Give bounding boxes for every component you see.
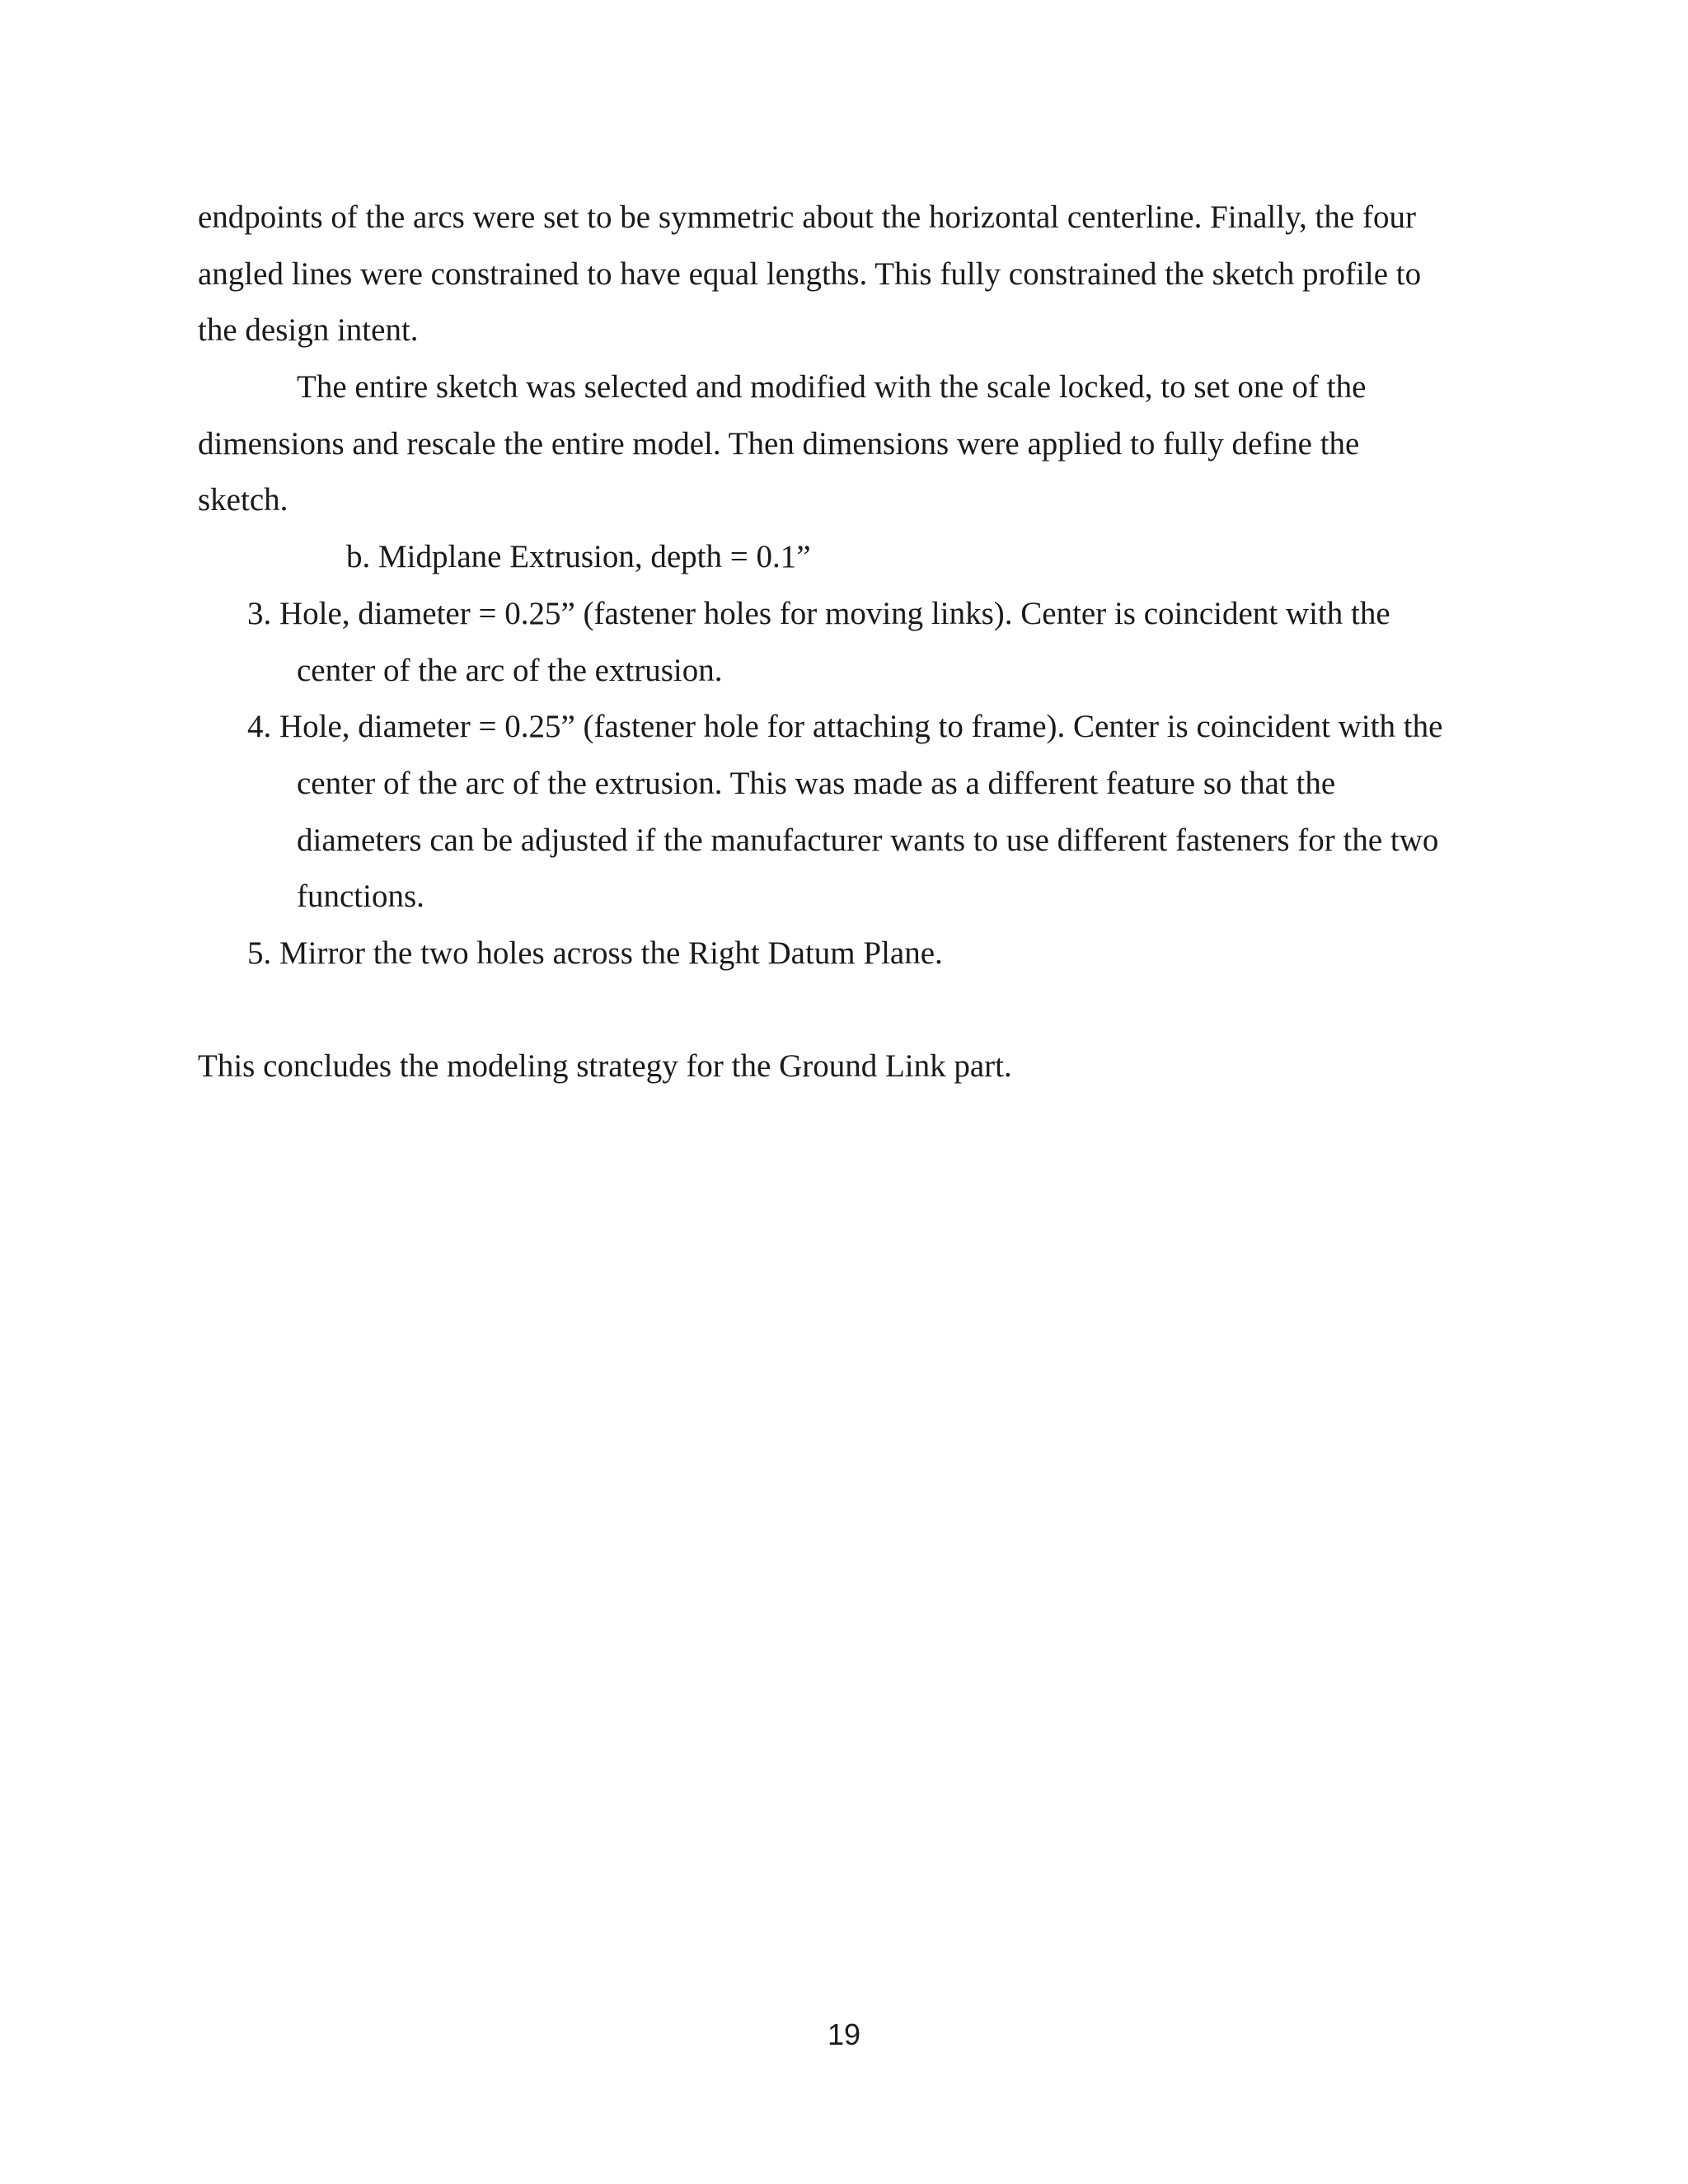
text-line: The entire sketch was selected and modified with the scale locked, to set one of the [297,369,1367,405]
text-line: the design intent. [198,312,419,348]
list-item: b. Midplane Extrusion, depth = 0.1” [346,539,811,574]
text-line: angled lines were constrained to have equal lengths. This fully constrained the sketch profile to [198,256,1422,292]
list-item: 3. Hole, diameter = 0.25” (fastener holes for moving links). Center is coincident with the [247,596,1390,631]
text-line: This concludes the modeling strategy for the Ground Link part. [198,1048,1012,1084]
list-item: 5. Mirror the two holes across the Right Datum Plane. [247,935,943,971]
text-line: sketch. [198,482,288,518]
text-line: dimensions and rescale the entire model. Then dimensions were applied to fully define the [198,426,1360,462]
list-item-continuation: functions. [297,879,424,914]
list-item: 4. Hole, diameter = 0.25” (fastener hole for attaching to frame). Center is coincident with the [247,709,1443,744]
page-number: 19 [827,2018,861,2051]
list-item-continuation: diameters can be adjusted if the manufacturer wants to use different fasteners for the two [297,823,1439,858]
list-item-continuation: center of the arc of the extrusion. This was made as a different feature so that the [297,766,1336,801]
text-line: endpoints of the arcs were set to be symmetric about the horizontal centerline. Finally, the four [198,199,1416,235]
list-item-continuation: center of the arc of the extrusion. [297,653,723,688]
